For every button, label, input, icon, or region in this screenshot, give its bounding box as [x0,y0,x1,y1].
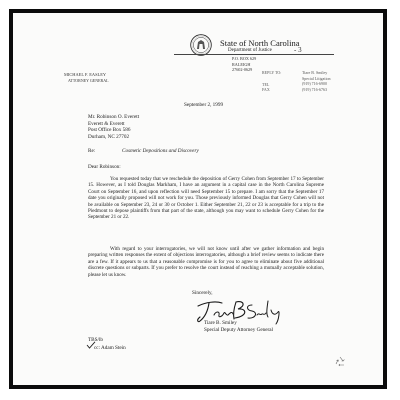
page-mark: - 3 [294,46,302,54]
re-label: Re: [88,148,96,154]
attorney-general-name: MICHAEL F. EASLEY [64,72,107,77]
letterhead-rule [174,54,334,55]
typist-initials: TBS/lb [88,337,103,343]
reply-to-label: REPLY TO: TEL FAX [262,70,282,92]
signer-name: Tiare B. Smiley [204,320,237,326]
attorney-general-title: ATTORNEY GENERAL [68,78,109,83]
body-paragraph-2: With regard to your interrogatories, we will not know until after we gather information and begin preparing written responses the extent of objections interrogatories, although a brief review seems to indicate there are a few. If it appears to us that a reasonable compromise is for you to agree to eliminate about five additional discrete questions or subparts. If you prefer to resolve the court instead of reaching a mutually acceptable solution, please let us know. [88,246,324,278]
state-name: State of North Carolina [220,38,300,48]
salutation: Dear Robinson: [88,164,121,170]
addressee-firm: Everett & Everett [88,120,125,127]
addressee-box: Post Office Box 586 [88,127,131,134]
recycled-paper-icon [333,355,347,369]
inside-address [88,114,139,140]
re-subject: Cosmetic Depositions and Discovery [122,148,199,154]
closing: Sincerely, [192,290,213,296]
letter-page [6,6,394,394]
department-name: Department of Justice [228,48,272,53]
department-address: P.O. BOX 629 RALEIGH 27602-0629 [232,56,257,73]
letter-date: September 2, 1999 [184,102,224,108]
body-paragraph-1: You requested today that we reschedule the deposition of Gerry Cohen from September 17 to September 15. However, as I told Douglas Markham, I have an argument in a capital case in the North Carolina Supreme Court on September 16, and upon reflection will need September 15 to prepare. I am sorry that the September 17 date you originally proposed will not work for you. Those previously informed Douglas that Gerry Cohen will not be available on September 23, 24 or 30 or October 1. Either September 21, 22 or 23 is acceptable for a trip to the Piedmont to depose plaintiffs from that part of the state, although you may want to schedule Gerry Cohen for the September 21 or 22. [88,176,324,221]
carbon-copy: cc: Adam Stein [94,345,126,351]
state-seal-icon [190,34,212,56]
signer-title: Special Deputy Attorney General [204,327,273,333]
addressee-city: Durham, NC 27702 [88,133,130,140]
reply-to-details: Tiare B. Smiley Special Litigation (919) 716-6900 (919) 716-6763 [302,70,331,92]
addressee-name: Mr. Robinson O. Everett [88,114,140,120]
